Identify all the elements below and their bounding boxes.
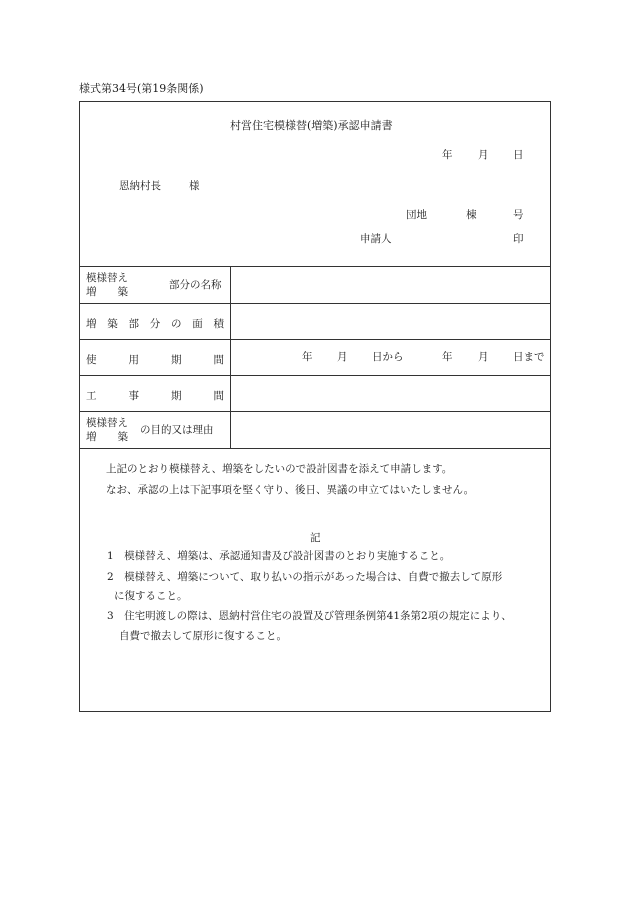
form-title: 村営住宅模様替(増築)承認申請書 [230, 119, 393, 132]
condition-item-1: 1 模様替え、増築は、承認通知書及び設計図書のとおり実施すること。 [107, 550, 451, 562]
part-name-line2: 増 築 [86, 286, 128, 298]
area-label-char: 面 [192, 318, 203, 330]
area-label-char: 積 [213, 318, 224, 330]
area-label-char: 部 [128, 318, 139, 330]
table-rule [79, 303, 551, 304]
seal-label: 印 [513, 233, 524, 245]
construction-period-char: 間 [213, 390, 224, 402]
part-name-field[interactable] [232, 268, 549, 301]
condition-item-3: 3 住宅明渡しの際は、恩納村営住宅の設置及び管理条例第41条第2項の規定により、 [107, 610, 512, 622]
usage-period-char: 用 [128, 354, 139, 366]
part-name-line1: 模様替え [86, 272, 128, 284]
date-day-label: 日 [513, 149, 524, 161]
to-month-label: 月 [478, 351, 489, 363]
construction-period-label [86, 388, 224, 403]
area-label-char: 増 [86, 318, 97, 330]
area-label-char: 分 [149, 318, 161, 330]
to-year-label: 年 [442, 351, 453, 363]
usage-period-char: 期 [171, 354, 182, 366]
construction-period-char: 工 [86, 390, 97, 402]
table-bottom-rule [79, 448, 551, 449]
area-label [86, 316, 224, 331]
part-name-stacked-label [86, 271, 128, 299]
construction-period-field[interactable] [232, 377, 549, 409]
area-label-char: 築 [107, 318, 118, 330]
date-year-label: 年 [442, 149, 453, 161]
purpose-line1: 模様替え [86, 417, 128, 429]
ki-heading: 記 [310, 532, 321, 544]
table-rule [79, 411, 551, 412]
tou-label: 棟 [466, 209, 477, 221]
from-year-label: 年 [302, 351, 313, 363]
gou-label: 号 [513, 209, 524, 221]
statement-paragraph-1: 上記のとおり模様替え、増築をしたいので設計図書を添えて申請します。 [106, 463, 453, 475]
table-column-divider [230, 266, 231, 448]
date-month-label: 月 [478, 149, 489, 161]
addressee-honorific: 様 [189, 180, 200, 192]
area-label-char: の [171, 318, 182, 330]
purpose-field[interactable] [232, 413, 549, 446]
purpose-suffix: の目的又は理由 [140, 424, 214, 436]
part-name-suffix: 部分の名称 [169, 279, 222, 291]
usage-period-char: 使 [86, 354, 97, 366]
addressee: 恩納村長 [119, 180, 161, 192]
purpose-stacked-label [86, 416, 128, 444]
table-rule [79, 375, 551, 376]
table-top-rule [79, 266, 551, 267]
to-day-label: 日まで [513, 351, 545, 363]
condition-item-2-continued: に復すること。 [114, 590, 188, 602]
danchi-label: 団地 [406, 209, 427, 221]
from-month-label: 月 [337, 351, 348, 363]
applicant-label: 申請人 [360, 233, 392, 245]
condition-item-2: 2 模様替え、増築について、取り払いの指示があった場合は、自費で撤去して原形 [107, 571, 503, 583]
from-day-label: 日から [372, 351, 404, 363]
condition-item-3-continued: 自費で撤去して原形に復すること。 [119, 630, 287, 642]
usage-period-label [86, 352, 224, 367]
statement-paragraph-2: なお、承認の上は下記事項を堅く守り、後日、異議の申立てはいたしません。 [106, 484, 475, 496]
construction-period-char: 期 [171, 390, 182, 402]
area-field[interactable] [232, 305, 549, 337]
table-rule [79, 339, 551, 340]
form-number-label: 様式第34号(第19条関係) [79, 82, 204, 95]
construction-period-char: 事 [128, 390, 139, 402]
usage-period-char: 間 [213, 354, 224, 366]
purpose-line2: 増 築 [86, 431, 128, 443]
